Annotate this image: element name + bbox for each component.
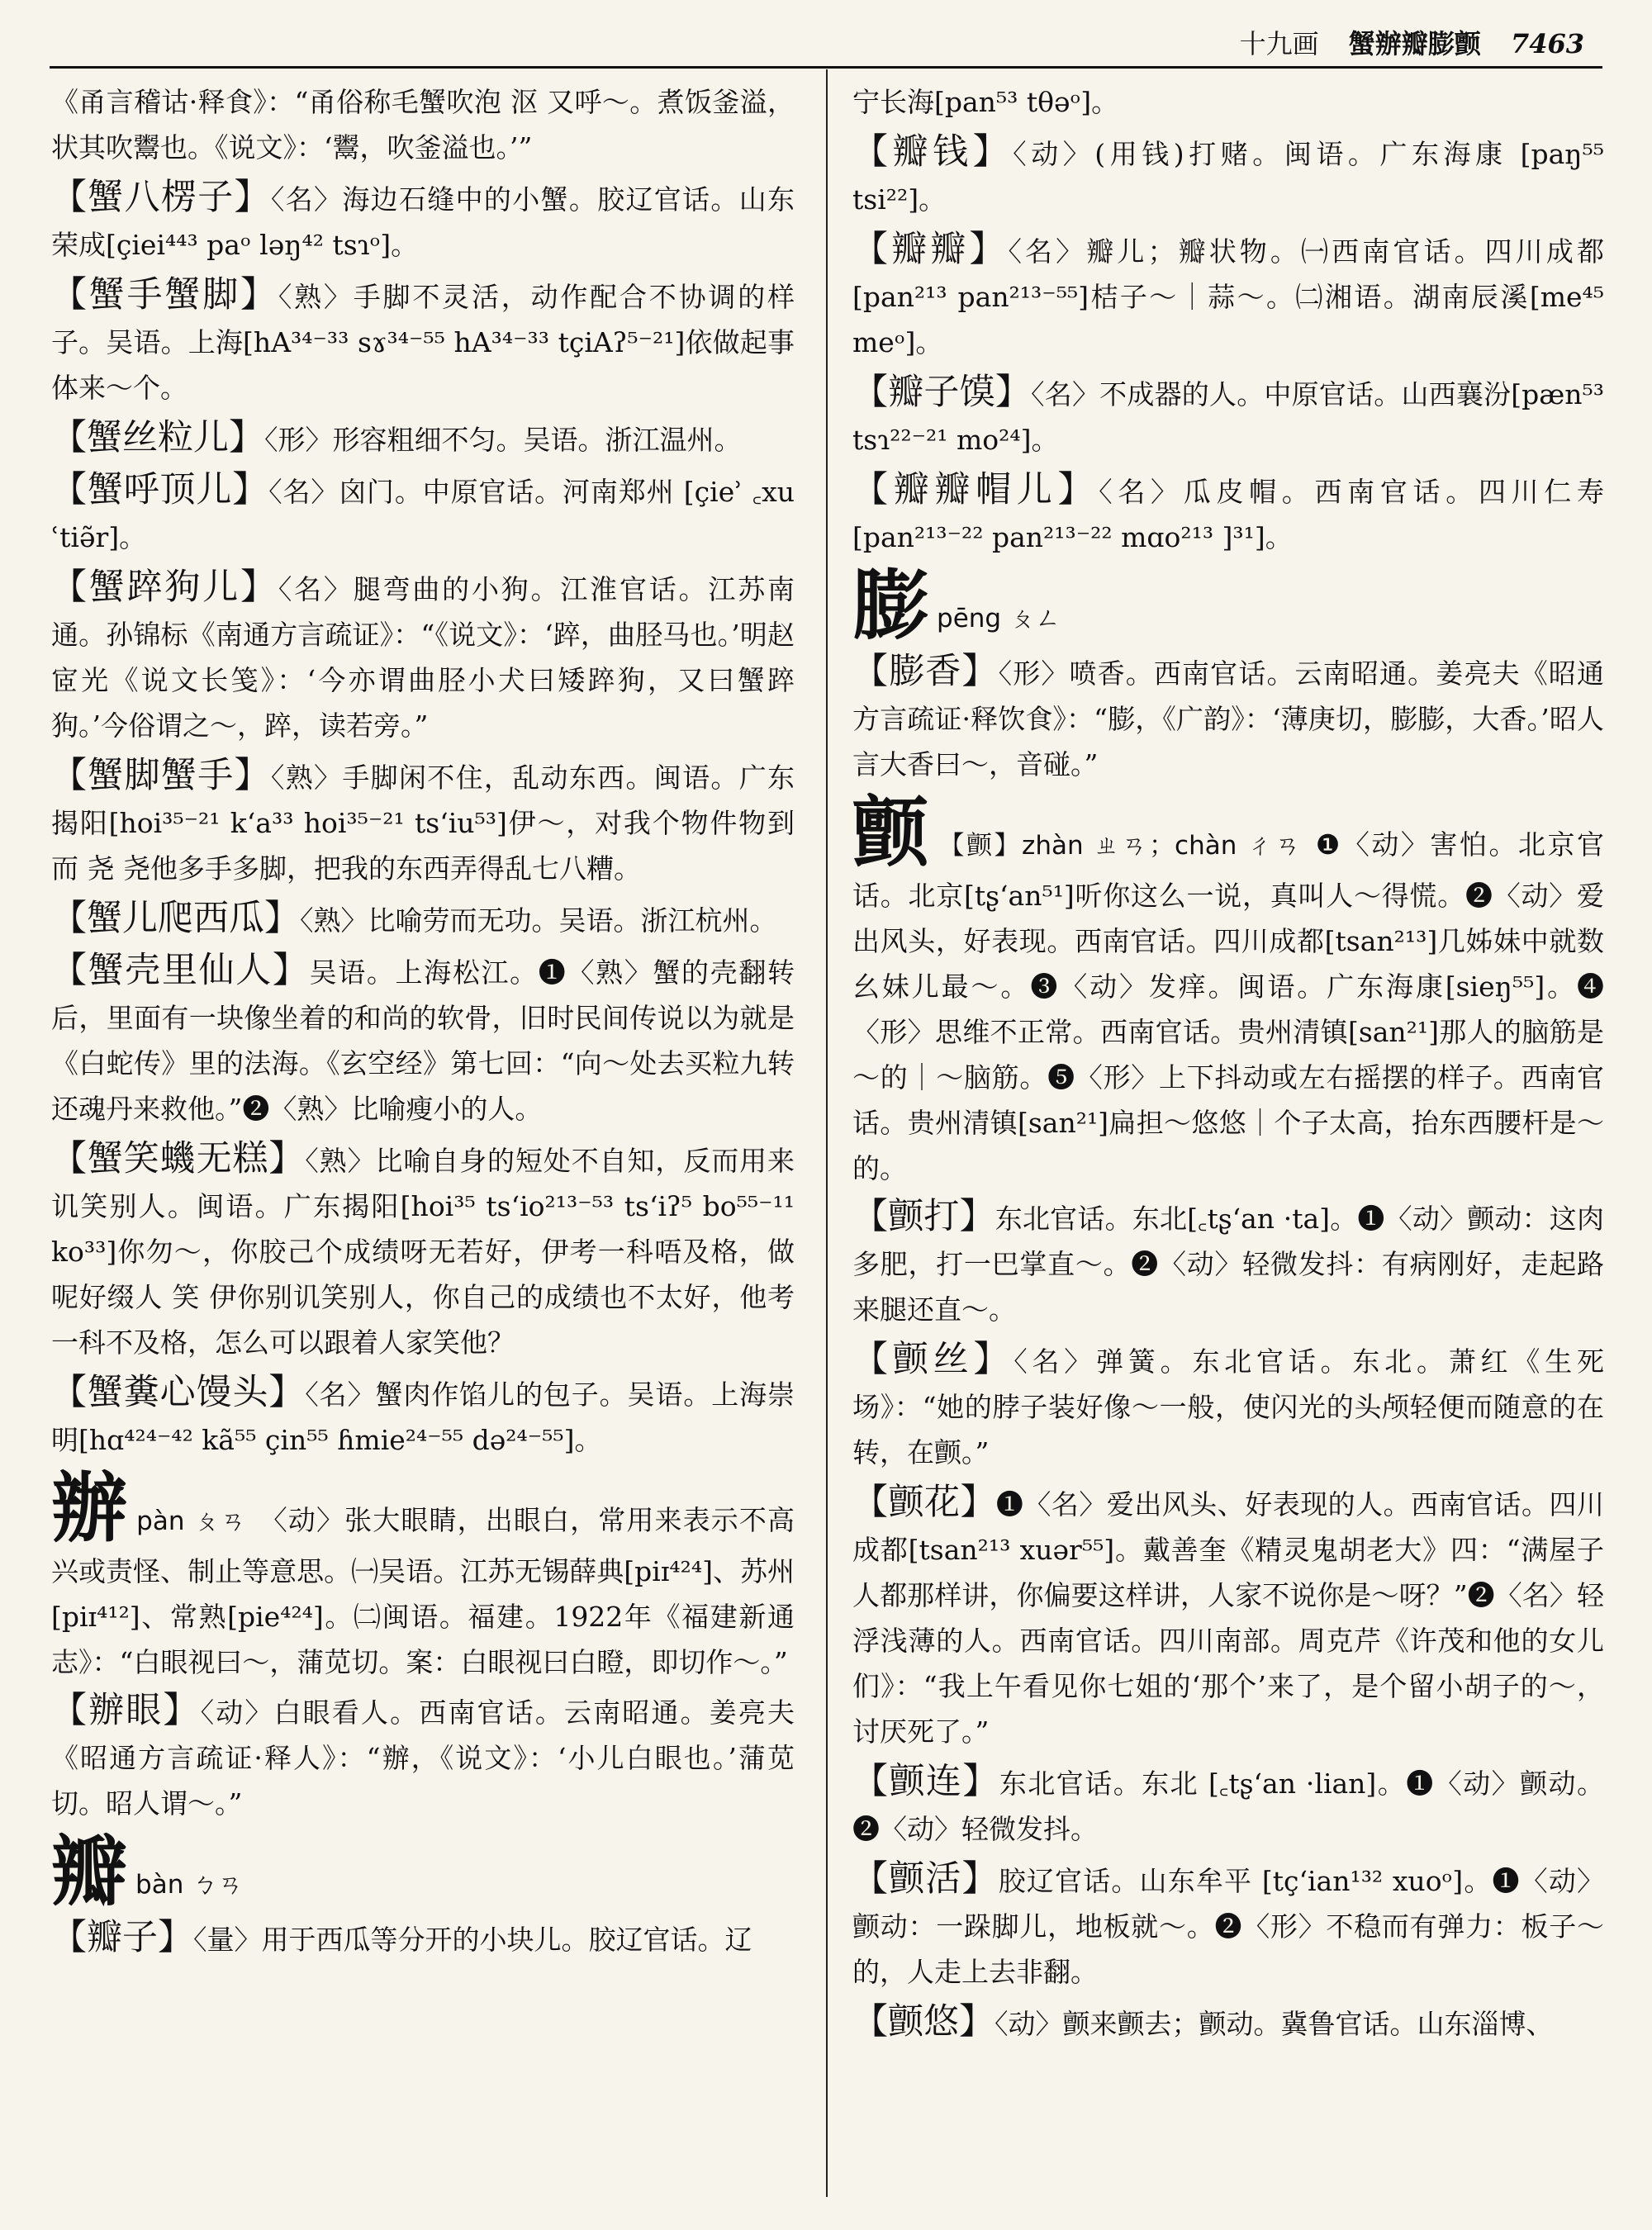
definition-text: 〈动〉(用钱)打赌。闽语。广东海康 [paŋ⁵⁵ tsi²²]。: [852, 138, 1605, 216]
definition-text: 〈名〉腿弯曲的小狗。江淮官话。江苏南通。孙锦标《南通方言疏证》：“《说文》：‘踤，曲胫马也。’明赵宧光《说文长笺》：‘今亦谓曲胫小犬曰矮踤狗，又曰蟹踤狗。’今俗谓之～，踤，读若旁。”: [51, 573, 795, 742]
headword: 【蟹笑蟣无糕】: [51, 1138, 306, 1179]
running-head: [1240, 23, 1584, 61]
headword: 【瓣子】: [51, 1917, 193, 1958]
dictionary-entry: [51, 273, 795, 410]
definition-text: 吴语。上海松江。❶〈熟〉蟹的壳翻转后，里面有一块像坐着的和尚的软骨，旧时民间传说以为就是《白蛇传》里的法海。《玄空经》第七回：“向～处去买粒九转还魂丹来救他。”❷〈熟〉比喻瘦小的人。: [51, 956, 795, 1125]
dictionary-entry: [852, 1194, 1604, 1332]
pinyin-reading: pēng ㄆㄥ: [937, 604, 1061, 633]
head-character-entry: [51, 1827, 795, 1916]
headword: 【颤连】: [852, 1761, 999, 1802]
dictionary-entry: [852, 649, 1604, 787]
definition-text: 〈名〉海边石缝中的小蟹。胶辽官话。山东荣成[çiei⁴⁴³ paᵒ ləŋ⁴² tsɿᵒ]。: [51, 183, 795, 261]
definition-text: 〈熟〉手脚不灵活，动作配合不协调的样子。吴语。上海[hA³⁴⁻³³ sɤ³⁴⁻⁵⁵ hA³⁴⁻³³ tçiAʔ⁵⁻²¹]依做起事体来～个。: [51, 281, 795, 404]
dictionary-entry: [852, 2000, 1604, 2047]
dictionary-entry: [852, 1857, 1604, 1995]
headword: 【蟹壳里仙人】: [51, 950, 310, 991]
page-header: [50, 18, 1602, 69]
definition-text: 〈形〉喷香。西南官话。云南昭通。姜亮夫《昭通方言疏证·释饮食》：“膨，《广韵》：‘薄庚切，膨膨，大香。’昭人言大香曰～，音碰。”: [852, 657, 1605, 780]
headword: 【蟹呼顶儿】: [51, 469, 269, 510]
dictionary-entry: [51, 1370, 795, 1463]
right-column: [852, 79, 1604, 2197]
headword: 【颤悠】: [852, 2001, 995, 2043]
headword: 【蟹儿爬西瓜】: [51, 898, 300, 939]
headword: 【瓣子馍】: [852, 372, 1032, 413]
definition-text: 〈名〉瓣儿；瓣状物。㈠西南官话。四川成都[pan²¹³ pan²¹³⁻⁵⁵]桔子～｜蒜～。㈡湘语。湖南辰溪[me⁴⁵ meᵒ]。: [852, 235, 1605, 358]
header-rule: [50, 66, 1602, 69]
column-divider: [826, 69, 828, 2197]
head-character-entry: [852, 561, 1604, 650]
head-character: 颤: [852, 788, 931, 877]
definition-text: 〈熟〉比喻自身的短处不自知，反而用来讥笑别人。闽语。广东揭阳[hoi³⁵ ts‘io²¹³⁻⁵³ ts‘iʔ⁵ bo⁵⁵⁻¹¹ ko³³]你勿～，你胶己个成绩呀无若好，伊考一科唔及格，做呢好缀人 笑 伊你别讥笑别人，你自己的成绩也不太好，他考一科不及格，怎么可以跟着人家笑他？: [51, 1145, 795, 1359]
dictionary-entry: [51, 896, 795, 943]
dictionary-entry: [51, 175, 795, 268]
definition-text: 〈名〉瓜皮帽。西南官话。四川仁寿[pan²¹³⁻²² pan²¹³⁻²² mɑo²¹³ ]³¹]。: [852, 476, 1605, 553]
dictionary-entry: [51, 79, 795, 170]
headword: 【蟹糞心馒头】: [51, 1372, 306, 1413]
definition-text: 〈形〉形容粗细不匀。吴语。浙江温州。: [264, 424, 742, 456]
headword: 【蟹手蟹脚】: [51, 274, 278, 316]
dictionary-entry: [852, 467, 1604, 560]
dictionary-entry: [852, 1480, 1604, 1754]
definition-text: ❶〈动〉害怕。北京官话。北京[tʂ‘an⁵¹]听你这么一说，真叫人～得慌。❷〈动〉爱出风头，好表现。西南官话。四川成都[tsan²¹³]几姊妹中就数幺妹儿最～。❸〈动〉发痒。闽语。广东海康[sieŋ⁵⁵]。❹〈形〉思维不正常。西南官话。贵州清镇[san²¹]那人的脑筋是～的｜～脑筋。❺〈形〉上下抖动或左右摇摆的样子。西南官话。贵州清镇[san²¹]扁担～悠悠｜个子太高，抬东西腰杆是～的。: [852, 828, 1604, 1184]
left-column: [51, 79, 795, 2197]
definition-text: 〈量〉用于西瓜等分开的小块儿。胶辽官话。辽: [193, 1924, 752, 1956]
pinyin-reading: bàn ㄅㄢ: [135, 1870, 244, 1900]
dictionary-entry: [852, 227, 1604, 365]
definition-text: 〈熟〉比喻劳而无功。吴语。浙江杭州。: [300, 904, 777, 937]
definition-text: ❶〈名〉爱出风头、好表现的人。西南官话。四川成都[tsan²¹³ xuər⁵⁵]。戴善奎《精灵鬼胡老大》四：“满屋子人都那样讲，你偏要这样讲，人家不说你是～呀？”❷〈名〉轻浮浅薄的人。西南官话。四川南部。周克芹《许茂和他的女儿们》：“我上午看见你七姐的‘那个’来了，是个留小胡子的～，讨厌死了。”: [852, 1488, 1605, 1748]
dictionary-entry: [852, 1337, 1604, 1475]
dictionary-entry: [51, 1915, 795, 1962]
index-characters: 蟹辦瓣膨颤: [1348, 28, 1481, 59]
dictionary-entry: [51, 415, 795, 463]
headword: 【颤活】: [852, 1858, 999, 1900]
headword: 【颤丝】: [852, 1339, 1014, 1380]
headword: 【膨香】: [852, 651, 999, 692]
headword: 【蟹八楞子】: [51, 177, 271, 218]
definition-text: 〈熟〉手脚闲不住，乱动东西。闽语。广东揭阳[hoi³⁵⁻²¹ k‘a³³ hoi³⁵⁻²¹ ts‘iu⁵³]伊～，对我个物件物到 而 尧 尧他多手多脚，把我的东西弄得乱七八糟。: [51, 762, 795, 885]
definition-text: 〈名〉不成器的人。中原官话。山西襄汾[pæn⁵³ tsɿ²²⁻²¹ mo²⁴]。: [852, 378, 1605, 456]
definition-text: 《甬言稽诂·释食》：“甬俗称毛蟹吹泡 沤 又呼～。煮饭釜溢，状其吹鬻也。《说文》：‘鬻，吹釜溢也。’”: [51, 86, 795, 164]
headword: 【瓣瓣帽儿】: [852, 469, 1099, 510]
definition-text: 〈动〉颤来颤去；颤动。冀鲁官话。山东淄博、: [995, 2008, 1554, 2040]
head-character-entry: [852, 788, 1604, 1191]
headword: 【辦眼】: [51, 1690, 201, 1731]
definition-text: 胶辽官话。山东牟平 [tç‘ian¹³² xuoᵒ]。❶〈动〉颤动：一跺脚儿，地板就～。❷〈形〉不稳而有弹力：板子～的，人走上去非翻。: [852, 1865, 1605, 1988]
head-character: 辦: [51, 1464, 129, 1553]
head-character-entry: [51, 1464, 795, 1685]
definition-text: 〈名〉囟门。中原官话。河南郑州 [çieʾ ꜀xu ʿtiə̃r]。: [51, 476, 795, 553]
definition-text: 〈动〉张大眼睛，出眼白，常用来表示不高兴或责怪、制止等意思。㈠吴语。江苏无锡薛典[piɪ⁴²⁴]、苏州[piɪ⁴¹²]、常熟[pie⁴²⁴]。㈡闽语。福建。1922年《福建新通志》：“白眼视曰～，蒲苋切。案：白眼视曰白瞪，即切作～。”: [51, 1504, 795, 1678]
dictionary-entry: [852, 1759, 1604, 1852]
headword: 【颤花】: [852, 1482, 996, 1523]
headword: 【蟹脚蟹手】: [51, 755, 271, 796]
definition-text: 〈动〉白眼看人。西南官话。云南昭通。姜亮夫《昭通方言疏证·释人》：“辦，《说文》：‘小儿白眼也。’蒲苋切。昭人谓～。”: [51, 1696, 795, 1820]
pinyin-reading: 【颤】zhàn ㄓㄢ；chàn ㄔㄢ: [938, 831, 1303, 861]
definition-text: 东北官话。东北 [꜀tʂ‘an ·lian]。❶〈动〉颤动。❷〈动〉轻微发抖。: [852, 1767, 1605, 1845]
definition-text: 〈名〉蟹肉作馅儿的包子。吴语。上海崇明[hɑ⁴²⁴⁻⁴² kã⁵⁵ çin⁵⁵ ɦmie²⁴⁻⁵⁵ də²⁴⁻⁵⁵]。: [51, 1378, 795, 1456]
dictionary-entry: [51, 565, 795, 748]
definition-text: 〈名〉弹簧。东北官话。东北。萧红《生死场》：“她的脖子装好像～一般，使闪光的头颅轻便而随意的在转，在颤。”: [852, 1345, 1605, 1468]
dictionary-entry: [852, 130, 1604, 222]
dictionary-entry: [51, 1688, 795, 1826]
headword: 【蟹踤狗儿】: [51, 567, 278, 608]
dictionary-entry: [51, 948, 795, 1132]
head-character: 膨: [852, 561, 929, 650]
pinyin-reading: pàn ㄆㄢ: [136, 1506, 247, 1536]
section-label: 十九画: [1239, 28, 1319, 59]
dictionary-entry: [51, 1136, 795, 1365]
dictionary-entry: [852, 370, 1604, 463]
headword: 【蟹丝粒儿】: [51, 417, 264, 458]
dictionary-entry: [51, 753, 795, 891]
definition-text: 东北官话。东北[꜀tʂ‘an ·ta]。❶〈动〉颤动：这肉多肥，打一巴掌直～。❷〈动〉轻微发抖：有病刚好，走起路来腿还直～。: [852, 1203, 1604, 1326]
page-number: 7463: [1510, 28, 1584, 59]
headword: 【颤打】: [852, 1196, 995, 1237]
head-character: 瓣: [51, 1827, 128, 1916]
headword: 【瓣钱】: [852, 131, 1014, 173]
dictionary-entry: [852, 79, 1604, 125]
dictionary-entry: [51, 467, 795, 560]
definition-text: 宁长海[pan⁵³ tθəᵒ]。: [852, 86, 1119, 118]
headword: 【瓣瓣】: [852, 229, 1009, 270]
